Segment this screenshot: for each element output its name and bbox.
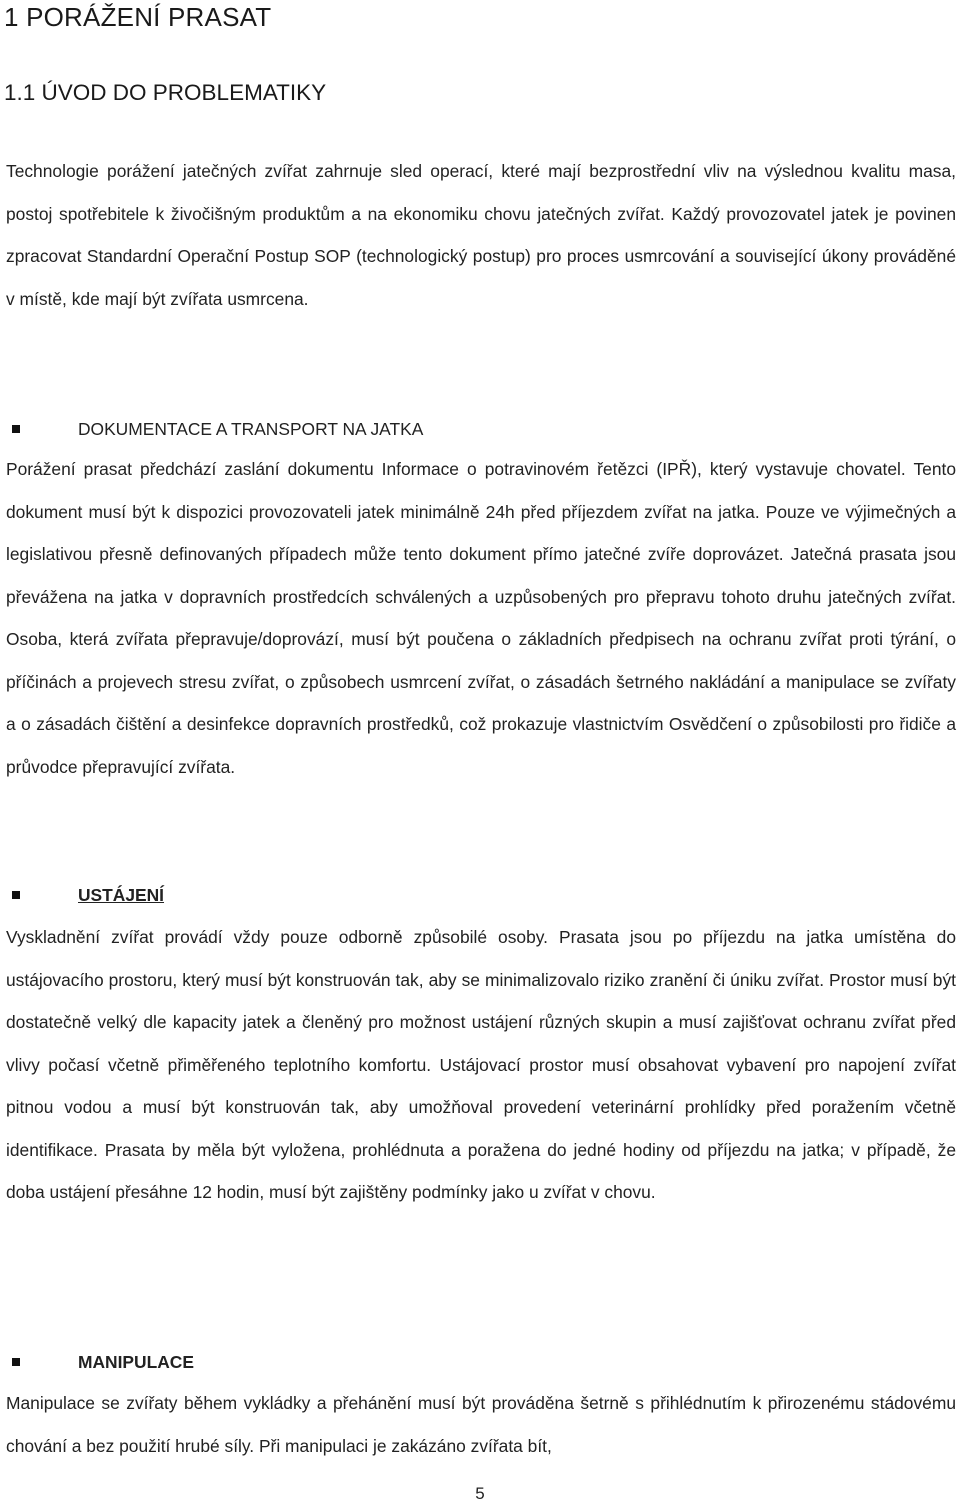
section-title-text: MANIPULACE	[78, 1352, 194, 1372]
section-title-text: DOKUMENTACE A TRANSPORT NA JATKA	[78, 419, 424, 439]
square-bullet-icon	[12, 425, 20, 433]
intro-paragraph: Technologie porážení jatečných zvířat zahrnuje sled operací, které mají bezprostřední vliv na výslednou kvalitu masa, postoj spotřebitele k živočišným produktům a na ekonomiku chovu jatečných zvířat. Každý provozovatel jatek je povinen zpracovat Standardní Operační Postup SOP (technologický postup) pro proces usmrcování a související úkony prováděné v místě, kde mají být zvířata usmrcena.	[6, 161, 956, 309]
section-title-handling	[12, 1350, 194, 1374]
section-paragraph-stabling: Vyskladnění zvířat provádí vždy pouze odborně způsobilé osoby. Prasata jsou po příjezdu na jatka umístěna do ustájovacího prostoru, který musí být konstruován tak, aby se minimalizovalo riziko zranění či úniku zvířat. Prostor musí být dostatečně velký dle kapacity jatek a členěný pro možnost ustájení různých skupin a musí zajišťovat ochranu zvířat před vlivy počasí včetně přiměřeného teplotního komfortu. Ustájovací prostor musí obsahovat vybavení pro napojení zvířat pitnou vodou a musí být konstruován tak, aby umožňoval provedení veterinární prohlídky před poražením včetně identifikace. Prasata by měla být vyložena, prohlédnuta a poražena do jedné hodiny od příjezdu na jatka; v případě, že doba ustájení přesáhne 12 hodin, musí být zajištěny podmínky jako u zvířat v chovu.	[6, 927, 956, 1202]
square-bullet-icon	[12, 1358, 20, 1366]
section-paragraph-handling: Manipulace se zvířaty během vykládky a přehánění musí být prováděna šetrně s přihlédnutím k přirozenému stádovému chování a bez použití hrubé síly. Při manipulaci je zakázáno zvířata bít,	[6, 1393, 956, 1456]
chapter-heading: 1 PORÁŽENÍ PRASAT	[4, 2, 272, 32]
section-title-documentation	[12, 417, 423, 441]
section-heading: 1.1 ÚVOD DO PROBLEMATIKY	[4, 80, 327, 105]
section-title-stabling	[12, 883, 164, 907]
square-bullet-icon	[12, 891, 20, 899]
section-paragraph-documentation: Porážení prasat předchází zaslání dokumentu Informace o potravinovém řetězci (IPŘ), který vystavuje chovatel. Tento dokument musí být k dispozici provozovateli jatek minimálně 24h před příjezdem zvířat na jatka. Pouze ve výjimečných a legislativou přesně definovaných případech může tento dokument přímo jatečné zvíře doprovázet. Jatečná prasata jsou převážena na jatka v dopravních prostředcích schválených a uzpůsobených pro přepravu tohoto druhu jatečných zvířat. Osoba, která zvířata přepravuje/doprovází, musí být poučena o základních předpisech na ochranu zvířat proti týrání, o příčinách a projevech stresu zvířat, o způsobech usmrcení zvířat, o zásadách šetrného nakládání a manipulace se zvířaty a o zásadách čištění a desinfekce dopravních prostředků, což prokazuje vlastnictvím Osvědčení o způsobilosti pro řidiče a průvodce přepravující zvířata.	[6, 459, 956, 777]
section-title-text: USTÁJENÍ	[78, 885, 165, 905]
page-number: 5	[475, 1484, 485, 1503]
